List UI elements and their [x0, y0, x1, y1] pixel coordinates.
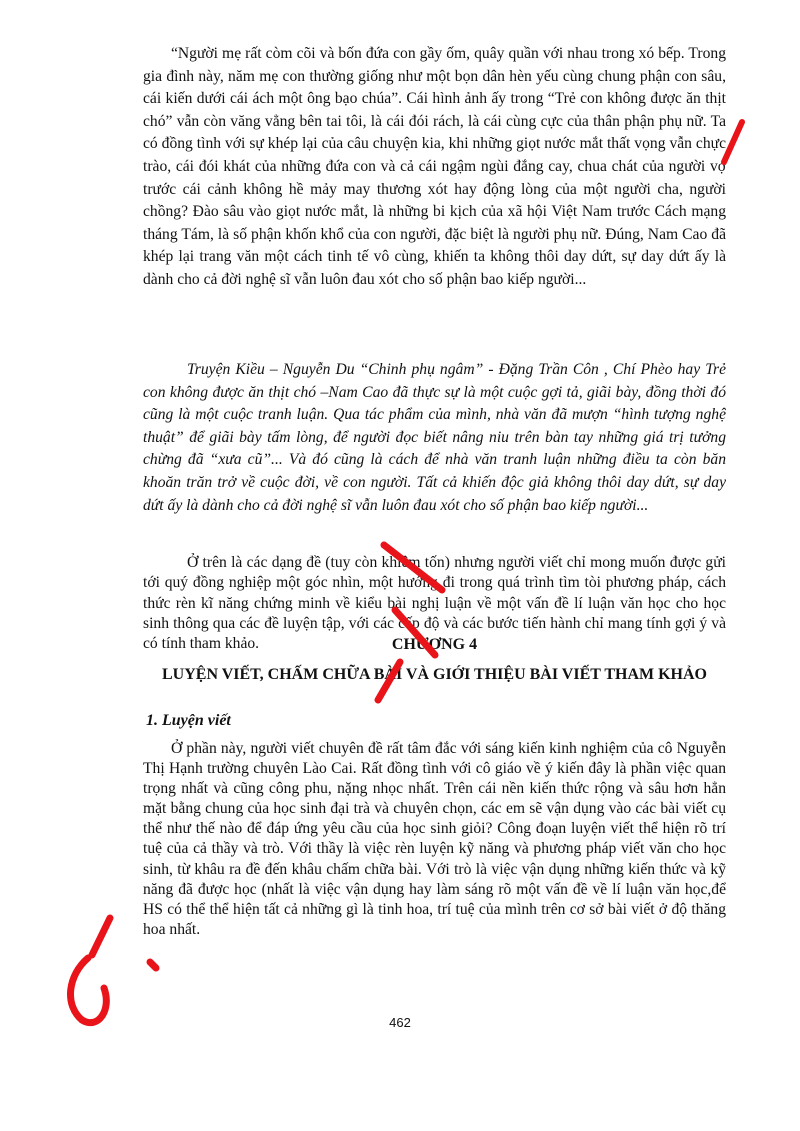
paragraph-writing-practice: Ở phần này, người viết chuyên đề rất tâm đắc với sáng kiến kinh nghiệm của cô Nguyễn Thị Hạnh trường chuyên Lào Cai. Rất đồng tình với cô giáo về ý kiến đây là phần việc quan trọng nhất và cũng công phu, nặng nhọc nhất. Trên cái nền kiến thức rộng và sâu hơn hẳn mặt bằng chung của học sinh đại trà và chuyên chọn, các em sẽ vận dụng vào các bài viết cụ thể như thế nào để đáp ứng yêu cầu của học sinh giỏi? Công đoạn luyện viết thể hiện rõ trí tuệ của cả thầy và trò. Với thầy là việc rèn luyện kỹ năng và phương pháp viết văn cho học sinh, từ khâu ra đề đến khâu chấm chữa bài. Với trò là việc vận dụng những kiến thức và kỹ năng đã được học (nhất là việc vận dụng hay làm sáng rõ một vấn đề về lí luận văn học,để HS có thể thể hiện tất cả những gì là tinh hoa, trí tuệ của mình trên cơ sở bài viết ở độ thăng hoa nhất.: [143, 740, 726, 938]
chapter-number: CHƯƠNG 4: [391, 636, 478, 653]
paragraph-conclusion: Ở trên là các dạng đề (tuy còn khiêm tốn) nhưng người viết chỉ mong muốn được gửi tới quý đồng nghiệp một góc nhìn, một hướng đi trong quá trình tìm tòi phương pháp, cách thức rèn kĩ năng chứng minh về kiểu bài nghị luận về một vấn đề lí luận văn học cho học sinh thông qua các đề luyện tập, với các cấp độ và các bước tiến hành chỉ mang tính gợi ý và có tính tham khảo.: [143, 554, 726, 653]
paragraph-kitchen-scene: “Người mẹ rất còm cõi và bốn đứa con gầy ốm, quây quần với nhau trong xó bếp. Trong gia đình này, năm mẹ con thường giống như một bọn dân hèn yếu cùng chung phận con sâu, cái kiến dưới cái ách một ông bạo chúa”. Cái hình ảnh ấy trong “Trẻ con không được ăn thịt chó” vẫn còn văng vẳng bên tai tôi, là cái đói rách, là cái cùng cực của thân phận phụ nữ. Ta có đồng tình với sự khép lại của câu chuyện kia, khi những giọt nước mắt thất vọng vẫn chực trào, cái đói khát của những đứa con và cả cái ngậm ngùi đắng cay, chua chát của người vợ trước cái cảnh không hề mảy may thương xót hay động lòng của một người cha, người chồng? Đào sâu vào giọt nước mắt, là những bi kịch của xã hội Việt Nam trước Cách mạng tháng Tám, là số phận khốn khổ của con người, đặc biệt là người phụ nữ. Đúng, Nam Cao đã khép lại trang văn một cách tinh tế vô cùng, khiến ta không thôi day dứt, sự day dứt ấy là dành cho cả đời nghệ sĩ vẫn luôn đau xót cho số phận bao kiếp người...: [143, 45, 726, 288]
page-number: 462: [389, 1015, 411, 1030]
watermark-stroke-top: [724, 122, 742, 162]
paragraph-italic-summary: Truyện Kiều – Nguyễn Du “Chinh phụ ngâm” - Đặng Trần Côn , Chí Phèo hay Trẻ con không được ăn thịt chó –Nam Cao đã thực sự là một cuộc gợi tả, giãi bày, đồng thời đó cũng là một cuộc tranh luận. Qua tác phẩm của mình, nhà văn đã mượn “hình tượng nghệ thuật” để giãi bày tấm lòng, để người đọc biết nâng niu trên bàn tay những giá trị tưởng chừng đã “xưa cũ”... Và đó cũng là cách để nhà văn tranh luận những điều ta còn băn khoăn trăn trở về cuộc đời, về con người. Tất cả khiến độc giả không thôi day dứt, sự day dứt ấy là dành cho cả đời nghệ sĩ vẫn luôn đau xót cho số phận bao kiếp người...: [143, 361, 726, 514]
section-heading: 1. Luyện viết: [146, 712, 231, 729]
chapter-title: LUYỆN VIẾT, CHẤM CHỮA BÀI VÀ GIỚI THIỆU BÀI VIẾT THAM KHẢO: [162, 666, 707, 683]
